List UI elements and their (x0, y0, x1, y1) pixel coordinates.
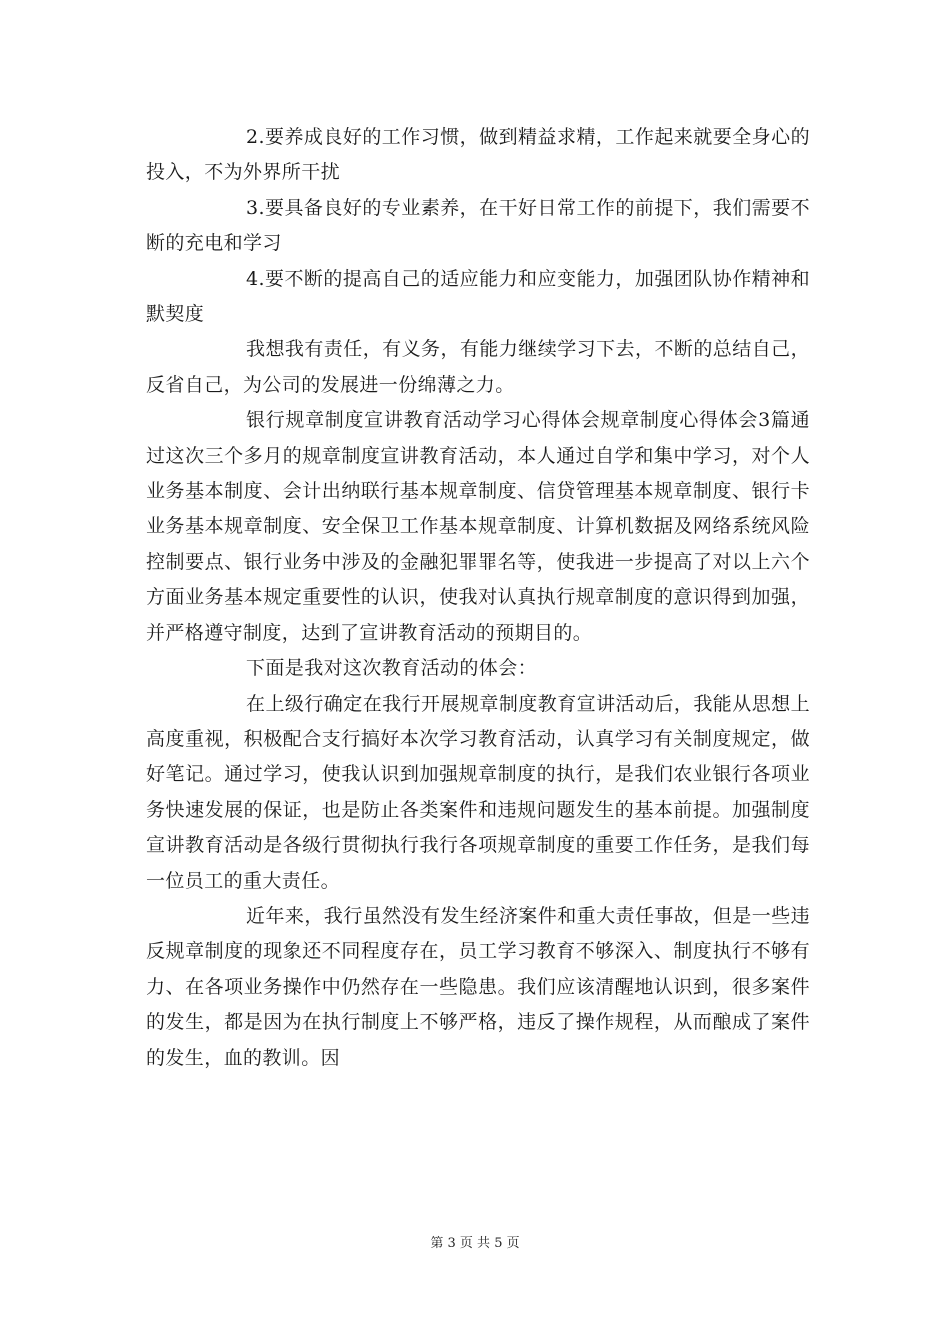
paragraph-responsibility: 我想我有责任，有义务，有能力继续学习下去，不断的总结自己，反省自己，为公司的发展进一份绵薄之力。 (146, 338, 810, 396)
paragraph-item-3: 3.要具备良好的专业素养，在干好日常工作的前提下，我们需要不断的充电和学习 (146, 196, 810, 255)
paragraph-upper-branch: 在上级行确定在我行开展规章制度教育宣讲活动后，我能从思想上高度重视，积极配合支行搞好本次学习教育活动，认真学习有关制度规定，做好笔记。通过学习，使我认识到加强规章制度的执行，是我们农业银行各项业务快速发展的保证，也是防止各类案件和违规问题发生的基本前提。加强制度宣讲教育活动是各级行贯彻执行我行各项规章制度的重要工作任务，是我们每一位员工的重大责任。 (146, 692, 810, 892)
paragraph-experience-heading: 下面是我对这次教育活动的体会： (246, 657, 538, 680)
paragraph-item-2: 2.要养成良好的工作习惯，做到精益求精，工作起来就要全身心的投入，不为外界所干扰 (146, 126, 810, 184)
document-body (146, 120, 810, 1076)
paragraph-bank-rules-intro: 银行规章制度宣讲教育活动学习心得体会规章制度心得体会3篇通过这次三个多月的规章制度宣讲教育活动，本人通过自学和集中学习，对个人业务基本制度、会计出纳联行基本规章制度、信贷管理基本规章制度、银行卡业务基本规章制度、安全保卫工作基本规章制度、计算机数据及网络系统风险控制要点、银行业务中涉及的金融犯罪罪名等，使我进一步提高了对以上六个方面业务基本规定重要性的认识，使我对认真执行规章制度的意识得到加强，并严格遵守制度，达到了宣讲教育活动的预期目的。 (146, 409, 810, 644)
paragraph-item-4: 4.要不断的提高自己的适应能力和应变能力，加强团队协作精神和默契度 (146, 267, 810, 326)
page-number-footer: 第 3 页 共 5 页 (430, 1236, 520, 1251)
paragraph-recent-years: 近年来，我行虽然没有发生经济案件和重大责任事故，但是一些违反规章制度的现象还不同程度存在，员工学习教育不够深入、制度执行不够有力、在各项业务操作中仍然存在一些隐患。我们应该清醒地认识到，很多案件的发生，都是因为在执行制度上不够严格，违反了操作规程，从而酿成了案件的发生，血的教训。因 (146, 904, 810, 1069)
